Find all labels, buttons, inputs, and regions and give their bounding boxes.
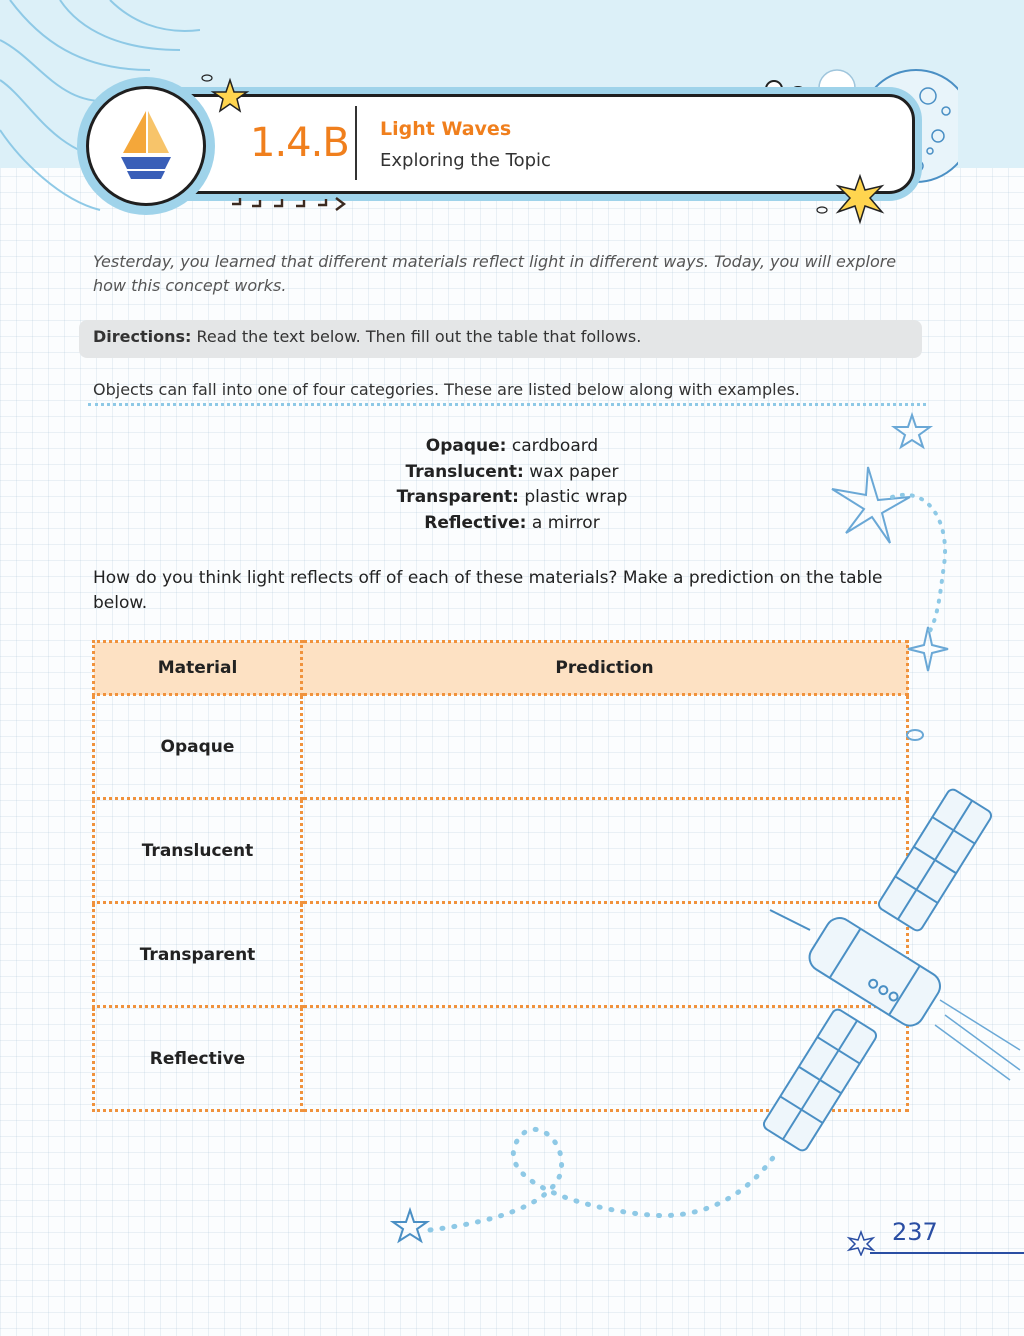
category-item: Opaque: cardboard [425, 436, 599, 456]
topic-subtitle: Exploring the Topic [380, 150, 551, 171]
material-cell: Opaque [94, 695, 302, 799]
dotted-divider [88, 403, 926, 406]
table-header-row [94, 642, 908, 695]
satellite-illustration [740, 780, 1024, 1160]
page-number: 237 [892, 1218, 938, 1246]
material-cell: Translucent [94, 799, 302, 903]
question-text: How do you think light reflects off of each of these materials? Make a prediction on the table below. [93, 568, 883, 613]
category-item: Reflective: a mirror [424, 512, 600, 533]
drip-doodle [228, 194, 352, 212]
sailboat-icon [89, 89, 203, 203]
category-item: Transparent: plastic wrap [396, 487, 628, 507]
star-doodle-icon [810, 168, 900, 228]
star-trail-doodle [820, 405, 1024, 745]
header-prediction: Prediction [302, 642, 908, 695]
header-material: Material [94, 642, 302, 695]
page-number-line [870, 1252, 1024, 1254]
material-cell: Reflective [94, 1007, 302, 1111]
lesson-badge [86, 86, 206, 206]
objects-text: Objects can fall into one of four categories. These are listed below along with examples. [93, 380, 800, 399]
material-cell: Transparent [94, 903, 302, 1007]
directions-box [79, 320, 922, 358]
loop-trail-doodle [390, 1115, 800, 1250]
intro-text: Yesterday, you learned that different materials reflect light in different ways. Today, you will explore how this concept works. [93, 252, 897, 295]
topic-title: Light Waves [380, 118, 512, 140]
directions-text: Read the text below. Then fill out the table that follows. [196, 327, 642, 346]
lesson-number: 1.4.B [250, 120, 349, 166]
directions-label: Directions: [93, 327, 192, 346]
star-doodle-icon [200, 70, 260, 115]
header-divider [355, 106, 357, 180]
category-item: Translucent: wax paper [405, 461, 619, 482]
